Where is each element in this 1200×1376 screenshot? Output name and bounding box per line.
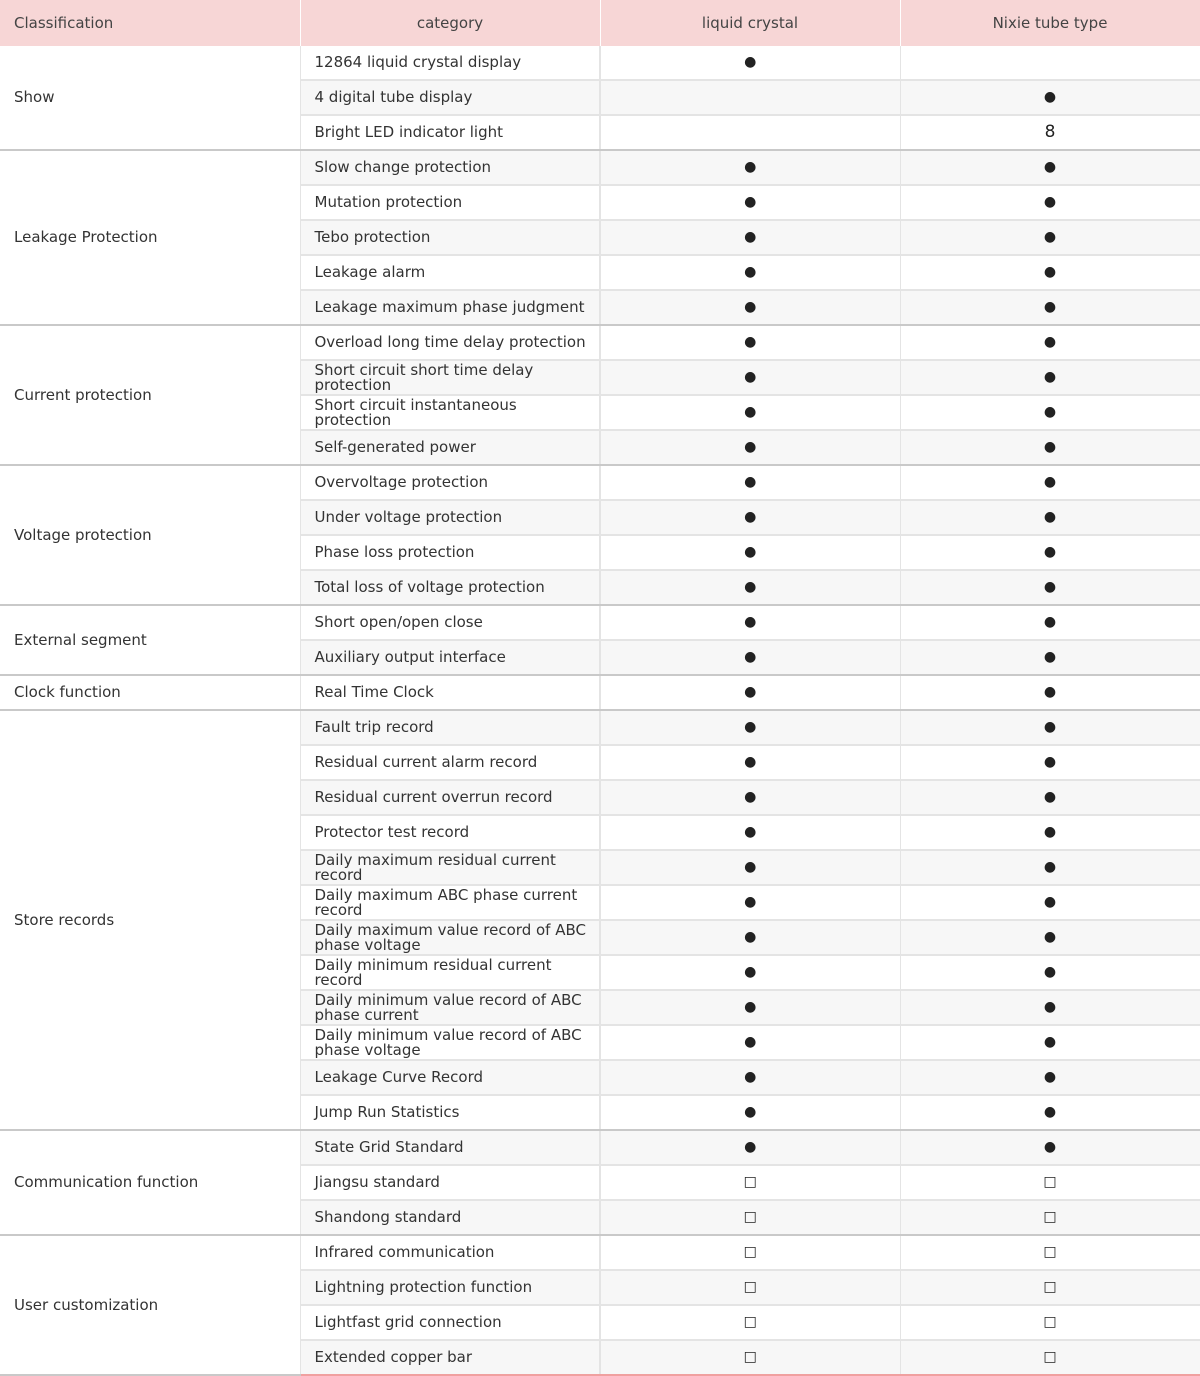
nixie-tube-mark: ● [900,150,1200,185]
liquid-crystal-mark: ● [600,500,900,535]
nixie-tube-mark: ● [900,850,1200,885]
liquid-crystal-mark: ● [600,955,900,990]
liquid-crystal-mark: ● [600,185,900,220]
table-body [0,46,1200,1375]
nixie-tube-mark: ● [900,780,1200,815]
liquid-crystal-mark: ● [600,605,900,640]
category-cell: Self-generated power [300,430,600,465]
category-cell: Real Time Clock [300,675,600,710]
liquid-crystal-mark: ● [600,780,900,815]
category-cell: Jiangsu standard [300,1165,600,1200]
category-cell: 4 digital tube display [300,80,600,115]
table-row [0,150,1200,185]
classification-cell: Communication function [0,1130,300,1235]
liquid-crystal-mark: ● [600,570,900,605]
nixie-tube-mark: □ [900,1340,1200,1375]
classification-cell: User customization [0,1235,300,1375]
classification-cell: Store records [0,710,300,1130]
header-nixie-tube: Nixie tube type [900,0,1200,46]
category-cell: Residual current alarm record [300,745,600,780]
category-cell: Leakage maximum phase judgment [300,290,600,325]
nixie-tube-mark: □ [900,1235,1200,1270]
header-classification: Classification [0,0,300,46]
category-cell: Lightning protection function [300,1270,600,1305]
liquid-crystal-mark: ● [600,710,900,745]
classification-cell: Clock function [0,675,300,710]
liquid-crystal-mark: ● [600,675,900,710]
liquid-crystal-mark [600,80,900,115]
liquid-crystal-mark: ● [600,360,900,395]
category-cell: 12864 liquid crystal display [300,46,600,80]
liquid-crystal-mark: ● [600,1025,900,1060]
nixie-tube-mark: ● [900,1025,1200,1060]
liquid-crystal-mark: ● [600,745,900,780]
nixie-tube-mark: ● [900,605,1200,640]
liquid-crystal-mark: ● [600,885,900,920]
liquid-crystal-mark [600,115,900,150]
table-row [0,46,1200,80]
liquid-crystal-mark: ● [600,220,900,255]
liquid-crystal-mark: ● [600,850,900,885]
nixie-tube-mark: ● [900,955,1200,990]
category-cell: Daily minimum residual current record [300,955,600,990]
nixie-tube-mark: ● [900,535,1200,570]
nixie-tube-mark: ● [900,185,1200,220]
header-category: category [300,0,600,46]
category-cell: Leakage alarm [300,255,600,290]
nixie-tube-mark: ● [900,360,1200,395]
category-cell: Overvoltage protection [300,465,600,500]
table-row [0,325,1200,360]
category-cell: Daily maximum residual current record [300,850,600,885]
liquid-crystal-mark: □ [600,1270,900,1305]
nixie-tube-mark: ● [900,465,1200,500]
nixie-tube-mark: ● [900,255,1200,290]
category-cell: Daily minimum value record of ABC phase voltage [300,1025,600,1060]
nixie-tube-mark: 8 [900,115,1200,150]
category-cell: Jump Run Statistics [300,1095,600,1130]
table-row [0,605,1200,640]
nixie-tube-mark: ● [900,745,1200,780]
category-cell: Daily maximum ABC phase current record [300,885,600,920]
category-cell: Daily minimum value record of ABC phase current [300,990,600,1025]
liquid-crystal-mark: ● [600,465,900,500]
liquid-crystal-mark: ● [600,640,900,675]
nixie-tube-mark: □ [900,1165,1200,1200]
category-cell: Infrared communication [300,1235,600,1270]
nixie-tube-mark: ● [900,325,1200,360]
liquid-crystal-mark: ● [600,395,900,430]
liquid-crystal-mark: ● [600,325,900,360]
nixie-tube-mark: ● [900,1060,1200,1095]
nixie-tube-mark: ● [900,500,1200,535]
category-cell: State Grid Standard [300,1130,600,1165]
table-row [0,1235,1200,1270]
table-row [0,675,1200,710]
category-cell: Overload long time delay protection [300,325,600,360]
nixie-tube-mark: □ [900,1305,1200,1340]
nixie-tube-mark: □ [900,1200,1200,1235]
category-cell: Short circuit short time delay protection [300,360,600,395]
nixie-tube-mark: ● [900,1130,1200,1165]
nixie-tube-mark: ● [900,885,1200,920]
category-cell: Short circuit instantaneous protection [300,395,600,430]
liquid-crystal-mark: ● [600,1130,900,1165]
liquid-crystal-mark: ● [600,255,900,290]
category-cell: Total loss of voltage protection [300,570,600,605]
nixie-tube-mark: ● [900,570,1200,605]
category-cell: Shandong standard [300,1200,600,1235]
category-cell: Tebo protection [300,220,600,255]
liquid-crystal-mark: ● [600,150,900,185]
category-cell: Auxiliary output interface [300,640,600,675]
liquid-crystal-mark: □ [600,1340,900,1375]
liquid-crystal-mark: ● [600,990,900,1025]
category-cell: Short open/open close [300,605,600,640]
classification-cell: External segment [0,605,300,675]
classification-cell: Show [0,46,300,150]
liquid-crystal-mark: □ [600,1305,900,1340]
nixie-tube-mark: □ [900,1270,1200,1305]
category-cell: Protector test record [300,815,600,850]
classification-cell: Voltage protection [0,465,300,605]
liquid-crystal-mark: □ [600,1235,900,1270]
classification-cell: Leakage Protection [0,150,300,325]
liquid-crystal-mark: ● [600,1060,900,1095]
nixie-tube-mark: ● [900,1095,1200,1130]
nixie-tube-mark: ● [900,920,1200,955]
nixie-tube-mark: ● [900,710,1200,745]
nixie-tube-mark [900,46,1200,80]
liquid-crystal-mark: ● [600,920,900,955]
nixie-tube-mark: ● [900,220,1200,255]
category-cell: Leakage Curve Record [300,1060,600,1095]
classification-cell: Current protection [0,325,300,465]
category-cell: Phase loss protection [300,535,600,570]
nixie-tube-mark: ● [900,395,1200,430]
table-row [0,1130,1200,1165]
category-cell: Extended copper bar [300,1340,600,1375]
header-liquid-crystal: liquid crystal [600,0,900,46]
category-cell: Residual current overrun record [300,780,600,815]
category-cell: Under voltage protection [300,500,600,535]
table-row [0,710,1200,745]
nixie-tube-mark: ● [900,290,1200,325]
category-cell: Bright LED indicator light [300,115,600,150]
liquid-crystal-mark: ● [600,46,900,80]
table-row [0,465,1200,500]
header-row [0,0,1200,46]
nixie-tube-mark: ● [900,990,1200,1025]
nixie-tube-mark: ● [900,640,1200,675]
liquid-crystal-mark: ● [600,815,900,850]
liquid-crystal-mark: ● [600,290,900,325]
category-cell: Slow change protection [300,150,600,185]
liquid-crystal-mark: □ [600,1200,900,1235]
nixie-tube-mark: ● [900,815,1200,850]
liquid-crystal-mark: □ [600,1165,900,1200]
liquid-crystal-mark: ● [600,1095,900,1130]
category-cell: Fault trip record [300,710,600,745]
category-cell: Mutation protection [300,185,600,220]
liquid-crystal-mark: ● [600,430,900,465]
nixie-tube-mark: ● [900,675,1200,710]
nixie-tube-mark: ● [900,430,1200,465]
nixie-tube-mark: ● [900,80,1200,115]
category-cell: Lightfast grid connection [300,1305,600,1340]
category-cell: Daily maximum value record of ABC phase voltage [300,920,600,955]
liquid-crystal-mark: ● [600,535,900,570]
